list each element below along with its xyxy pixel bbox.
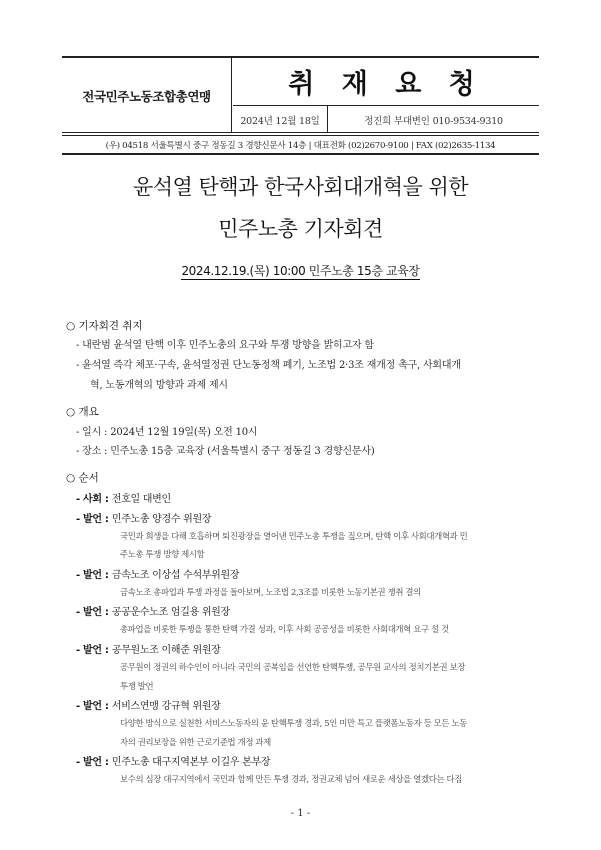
headline-line-1: 윤석열 탄핵과 한국사회대개혁을 위한 xyxy=(132,175,469,199)
speaker-description: 공무원이 정권의 하수인이 아니라 국민의 공복임을 선언한 탄핵투쟁, 공무원 교사의 정치기본권 보장 xyxy=(120,662,466,672)
event-subline xyxy=(0,262,601,279)
speaker-description: 주노총 투쟁 방향 제시함 xyxy=(120,549,205,559)
section-heading-overview: ○ 개요 xyxy=(66,406,99,418)
role-prefix: - 발언 : xyxy=(76,570,112,581)
speaker-row xyxy=(76,641,221,656)
speaker-row xyxy=(76,753,270,768)
role-prefix: - 사회 : xyxy=(76,494,112,505)
overview-item-datetime: - 일시 : 2024년 12월 19일(목) 오전 10시 xyxy=(76,427,258,438)
host-name: 전호일 대변인 xyxy=(111,494,171,505)
purpose-item: - 내란범 윤석열 탄핵 이후 민주노총의 요구와 투쟁 방향을 밝히고자 함 xyxy=(76,340,374,351)
role-prefix: - 발언 : xyxy=(76,701,112,712)
speaker-row xyxy=(76,697,221,712)
host-row xyxy=(76,490,171,505)
letterhead-table xyxy=(62,56,539,133)
speaker-row xyxy=(76,603,230,618)
role-prefix: - 발언 : xyxy=(76,607,112,618)
speaker-name: 민주노총 양경수 위원장 xyxy=(111,514,212,525)
speaker-name: 금속노조 이상섭 수석부위원장 xyxy=(111,570,240,581)
contact-info: 정진희 부대변인 010-9534-9310 xyxy=(364,115,503,127)
contact-cell xyxy=(328,106,539,133)
date-cell xyxy=(233,106,328,133)
speaker-description: 총파업을 비롯한 투쟁을 통한 탄핵 가결 성과, 이후 사회 공공성을 비롯한 사회대개혁 요구 설 것 xyxy=(120,624,449,634)
role-prefix: - 발언 : xyxy=(76,514,112,525)
speaker-description: 국민과 희생을 다해 호흡하며 퇴진광장을 열어낸 민주노총 투쟁을 짚으며, 탄핵 이후 사회대개혁과 민 xyxy=(120,531,468,541)
role-prefix: - 발언 : xyxy=(76,757,112,768)
speaker-name: 민주노총 대구지역본부 이길우 본부장 xyxy=(111,757,271,768)
address-row xyxy=(62,135,539,155)
headline-line-2: 민주노총 기자회견 xyxy=(218,217,383,241)
purpose-item: - 윤석열 즉각 체포·구속, 윤석열정권 단노동정책 폐기, 노조법 2·3조 재개정 촉구, 사회대개 xyxy=(76,360,461,371)
section-heading-purpose: ○ 기자회견 취지 xyxy=(66,320,143,332)
document-title: 취 재 요 청 xyxy=(288,69,484,100)
speaker-description: 금속노조 총파업과 투쟁 과정을 돌아보며, 노조법 2,3조를 비롯한 노동기본권 쟁취 결의 xyxy=(120,587,421,597)
address-text: (우) 04518 서울특별시 중구 정동길 3 경향신문사 14층 | 대표전화 (02)2670-9100 | FAX (02)2635-1134 xyxy=(105,140,496,151)
speaker-description: 투쟁 발언 xyxy=(120,681,154,691)
org-cell xyxy=(62,58,232,133)
speaker-description: 자의 권리보장을 위한 근로기준법 개정 과제 xyxy=(120,737,271,747)
purpose-item-continued: 혁, 노동개혁의 방향과 과제 제시 xyxy=(90,380,228,391)
speaker-name: 공무원노조 이해준 위원장 xyxy=(111,645,221,656)
speaker-row xyxy=(76,566,239,581)
speaker-row xyxy=(76,510,211,525)
page-number: - 1 - xyxy=(290,808,311,819)
issue-date: 2024년 12월 18일 xyxy=(240,115,320,127)
speaker-description: 보수의 심장 대구지역에서 국민과 함께 만든 투쟁 경과, 정권교체 넘어 새로운 세상을 열겠다는 다짐 xyxy=(120,774,462,784)
letterhead xyxy=(62,56,539,156)
speaker-name: 공공운수노조 엄길용 위원장 xyxy=(111,607,230,618)
event-subline-text: 2024.12.19.(목) 10:00 민주노총 15층 교육장 xyxy=(181,264,420,278)
speaker-description: 다양한 방식으로 실천한 서비스노동자의 윤 탄핵투쟁 경과, 5인 미만 특고 플랫폼노동자 등 모든 노동 xyxy=(120,718,467,728)
overview-item-location: - 장소 : 민주노총 15층 교육장 (서울특별시 중구 정동길 3 경향신문사) xyxy=(76,446,375,457)
speaker-name: 서비스연맹 강규혁 위원장 xyxy=(111,701,221,712)
title-cell xyxy=(233,58,539,106)
section-heading-order: ○ 순서 xyxy=(66,472,99,484)
org-name: 전국민주노동조합총연맹 xyxy=(82,88,211,104)
role-prefix: - 발언 : xyxy=(76,645,112,656)
